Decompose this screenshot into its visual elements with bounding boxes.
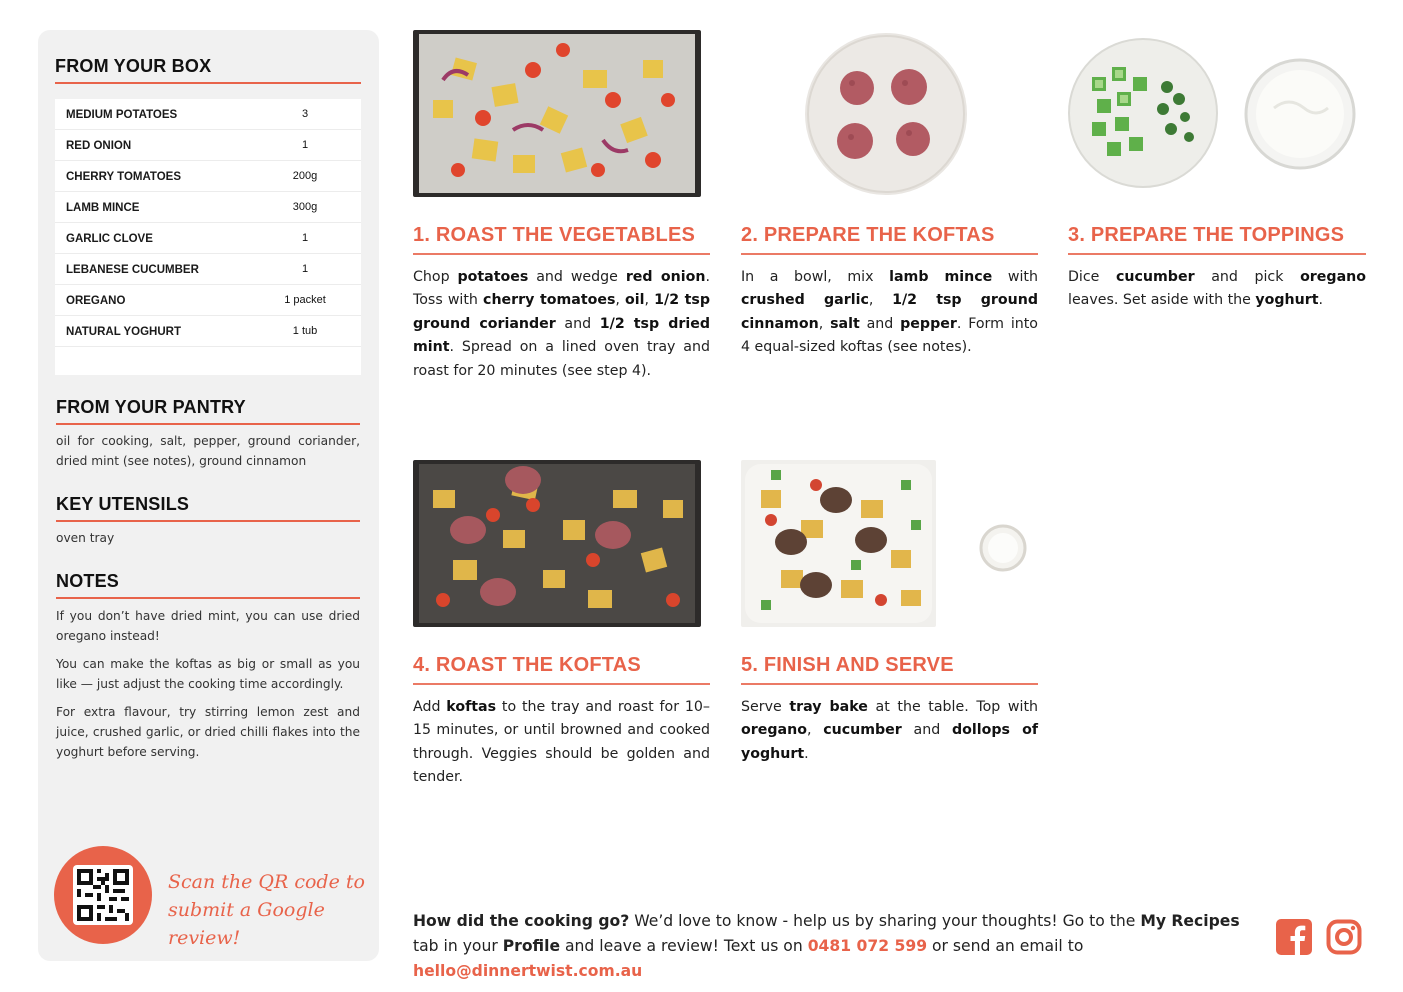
from-your-box-title: FROM YOUR BOX: [55, 56, 212, 76]
ingredient-qty: 200g: [292, 170, 318, 182]
utensils-title: KEY UTENSILS: [56, 494, 190, 514]
utensils-text: oven tray: [56, 531, 115, 545]
step-3-cucumber-photo: [1067, 37, 1219, 189]
ingredient-qty: 1 tub: [292, 325, 318, 337]
ingredient-highlight: yoghurt: [1255, 292, 1319, 309]
table-row: [55, 192, 361, 223]
table-row: [55, 161, 361, 192]
pantry-text: oil for cooking, salt, pepper, ground coriander, dried mint (see notes), ground cinnamon: [56, 434, 360, 468]
ingredient-qty: 1: [301, 139, 309, 151]
table-row: [55, 223, 361, 254]
step-text-part: to the tray and roast for 10–15 minutes, or until browned and cooked through. Veggies should be golden and tender.: [413, 699, 711, 786]
step-text-part: .: [1318, 292, 1324, 309]
table-row: [55, 130, 361, 161]
email-link[interactable]: hello@dinnertwist.com.au: [413, 962, 643, 980]
ingredient-name: GARLIC CLOVE: [66, 233, 153, 245]
ingredient-highlight: cucumber: [823, 722, 902, 739]
divider: [741, 683, 1038, 685]
step-5-yoghurt-photo: [979, 524, 1027, 572]
pantry-title: FROM YOUR PANTRY: [56, 397, 246, 417]
step-text-part: In a bowl, mix: [741, 269, 890, 285]
step-text-part: and wedge: [528, 269, 626, 285]
step-1-text: [413, 266, 710, 383]
ingredient-name: LEBANESE CUCUMBER: [66, 264, 199, 276]
ingredient-name: MEDIUM POTATOES: [66, 109, 178, 121]
ingredient-highlight: oregano: [741, 722, 807, 739]
feedback-text: [413, 909, 1263, 984]
note-2: You can make the koftas as big or small as you like — just adjust the cooking time accordingly.: [56, 657, 360, 691]
qr-caption-line2: submit a Google review!: [168, 899, 325, 949]
ingredient-highlight: tray bake: [789, 699, 868, 715]
ingredients-table: [55, 99, 361, 375]
ingredient-highlight: oregano: [1300, 269, 1367, 285]
divider: [413, 253, 710, 255]
step-1-photo: [413, 30, 701, 197]
step-text-part: Dice: [1068, 269, 1116, 285]
feedback-text-part: tab in your: [413, 937, 503, 955]
feedback-text-part: and leave a review! Text us on: [560, 937, 808, 955]
step-text-part: and pick: [1194, 269, 1301, 285]
step-3-title: 3. PREPARE THE TOPPINGS: [1068, 224, 1345, 246]
step-3-text: [1068, 266, 1366, 313]
ingredient-highlight: cucumber: [1116, 269, 1195, 285]
ingredient-highlight: 1/2 tsp dried mint: [413, 315, 710, 356]
feedback-text-part: We’d love to know - help us by sharing your thoughts! Go to the: [629, 912, 1141, 930]
ingredient-highlight: koftas: [446, 699, 497, 715]
note-3: For extra flavour, try stirring lemon zest and juice, crushed garlic, or dried chilli flakes into the yoghurt before serving.: [56, 705, 360, 759]
feedback-question: How did the cooking go?: [413, 912, 630, 930]
profile-link[interactable]: Profile: [502, 937, 561, 955]
qr-code-icon[interactable]: [73, 865, 133, 925]
step-text-part: and: [859, 315, 901, 332]
step-text-part: Chop: [413, 269, 458, 285]
qr-caption-line1: Scan the QR code to: [168, 871, 365, 893]
divider: [1068, 253, 1366, 255]
ingredient-highlight: 1/2 tsp ground cinnamon: [741, 292, 1038, 332]
ingredient-qty: 1: [301, 263, 309, 275]
step-text-part: leaves. Set aside with the: [1068, 292, 1256, 309]
divider: [56, 520, 360, 522]
ingredient-highlight: potatoes: [457, 269, 529, 285]
step-3-yoghurt-photo: [1244, 58, 1356, 170]
divider: [741, 253, 1038, 255]
feedback-text-part: or send an email to: [927, 937, 1084, 955]
step-4-photo: [413, 460, 701, 627]
ingredient-qty: 1 packet: [284, 294, 326, 306]
divider: [56, 597, 360, 599]
step-5-text: [741, 696, 1038, 766]
step-1-title: 1. ROAST THE VEGETABLES: [413, 224, 696, 246]
table-row: [55, 254, 361, 285]
ingredient-name: OREGANO: [66, 295, 126, 307]
ingredient-highlight: oil: [625, 292, 645, 309]
ingredient-highlight: lamb mince: [889, 269, 993, 285]
instagram-icon[interactable]: [1326, 919, 1362, 955]
ingredient-qty: 300g: [292, 201, 318, 213]
ingredient-highlight: red onion: [625, 269, 706, 285]
note-1: If you don’t have dried mint, you can use dried oregano instead!: [56, 609, 360, 643]
divider: [55, 82, 361, 84]
step-4-title: 4. ROAST THE KOFTAS: [413, 654, 641, 676]
ingredient-name: CHERRY TOMATOES: [66, 171, 182, 183]
ingredient-name: RED ONION: [66, 140, 132, 152]
step-text-part: Serve: [741, 699, 790, 715]
step-text-part: . Form into 4 equal-sized koftas (see notes).: [741, 315, 1038, 356]
step-text-part: and: [555, 315, 600, 332]
ingredient-highlight: crushed garlic: [741, 292, 869, 309]
step-text-part: ,: [806, 722, 824, 739]
step-text-part: at the table. Top with: [867, 699, 1038, 715]
table-row: [55, 316, 361, 347]
ingredient-name: NATURAL YOGHURT: [66, 326, 181, 338]
ingredient-highlight: pepper: [900, 315, 957, 332]
step-text-part: . Toss with: [413, 269, 710, 309]
step-text-part: ,: [868, 292, 893, 309]
step-5-title: 5. FINISH AND SERVE: [741, 654, 954, 676]
ingredient-highlight: salt: [830, 315, 860, 332]
step-text-part: and: [901, 722, 952, 739]
ingredient-highlight: cherry tomatoes: [483, 292, 616, 309]
step-5-photo: [741, 460, 936, 627]
ingredient-name: LAMB MINCE: [66, 202, 140, 214]
phone-link[interactable]: 0481 072 599: [807, 937, 928, 955]
step-text-part: Add: [413, 699, 447, 715]
divider: [413, 683, 710, 685]
ingredients-panel: [38, 30, 379, 961]
facebook-icon[interactable]: [1276, 919, 1312, 955]
step-text-part: ,: [818, 315, 831, 332]
ingredient-qty: 3: [301, 108, 309, 120]
ingredient-qty: 1: [301, 232, 309, 244]
ingredient-highlight: dollops of yoghurt: [741, 722, 1039, 762]
step-text-part: ,: [644, 292, 655, 309]
step-2-title: 2. PREPARE THE KOFTAS: [741, 224, 995, 246]
step-text-part: ,: [615, 292, 626, 309]
table-row: [55, 99, 361, 130]
step-text-part: .: [804, 745, 809, 762]
table-row: [55, 285, 361, 316]
step-text-part: with: [992, 269, 1038, 285]
step-text-part: . Spread on a lined oven tray and roast for 20 minutes (see step 4).: [413, 339, 710, 379]
my-recipes-link[interactable]: My Recipes: [1140, 912, 1240, 930]
notes-title: NOTES: [56, 571, 120, 591]
qr-badge[interactable]: [54, 846, 152, 944]
step-2-text: [741, 266, 1038, 360]
ingredient-highlight: 1/2 tsp ground coriander: [413, 292, 710, 332]
step-4-text: [413, 696, 710, 790]
divider: [56, 423, 360, 425]
step-2-photo: [805, 33, 967, 195]
